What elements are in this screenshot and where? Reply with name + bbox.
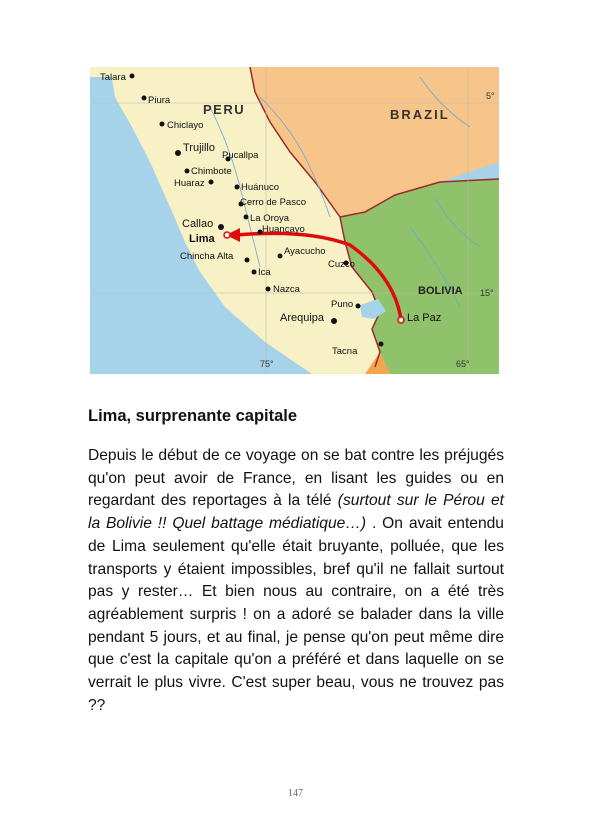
lon-label: 65° [456, 359, 470, 369]
city-label: Ayacucho [284, 246, 326, 257]
city-label: Cuzco [328, 259, 355, 270]
lat-label: 15° [480, 288, 494, 298]
city-label: Huaraz [174, 178, 205, 189]
city-label: Chincha Alta [180, 251, 234, 262]
city-label: Lima [189, 233, 215, 245]
lima-dot [224, 232, 230, 238]
paragraph-text-end: . On avait entendu de Lima seulement qu'elle était bruyante, polluée, que les transports y étaient impossibles, bref qu'il ne fallait surtout pas y rester… Et bien nous au contraire, on a été très agréablement surpris ! on a adoré se balader dans la ville pendant 5 jours, et au final, je pense qu'on peut même dire que c'est la capitale qu'on a préféré et dans laquelle on se verrait le plus vivre. C'est super beau, vous ne trouvez pas ?? [88, 515, 504, 714]
city-label: Pucallpa [222, 150, 259, 161]
city-label: La Oroya [250, 213, 290, 224]
paragraph-italic: (surtout sur le Pérou et la Bolivie !! Quel battage médiatique…) [88, 492, 504, 533]
city-label: Chimbote [191, 166, 232, 177]
brazil-label: BRAZIL [390, 107, 450, 122]
city-label: Talara [100, 72, 126, 83]
lon-label: 75° [260, 359, 274, 369]
la-paz-dot [398, 317, 404, 323]
city-label: Nazca [273, 284, 300, 295]
body-paragraph [88, 445, 504, 717]
city-label: Ica [258, 267, 271, 278]
bolivia-label: BOLIVIA [418, 285, 463, 297]
section-heading: Lima, surprenante capitale [88, 407, 298, 425]
lat-label: 5° [486, 91, 495, 101]
city-label: Callao [182, 218, 214, 230]
city-label: Chiclayo [167, 120, 204, 131]
city-label: Tacna [332, 346, 358, 357]
page-number: 147 [288, 788, 303, 799]
city-label: Piura [148, 95, 171, 106]
city-label: La Paz [407, 312, 442, 324]
city-label: Arequipa [280, 312, 325, 324]
city-label: Trujillo [183, 142, 215, 154]
city-label: Huancayo [262, 224, 305, 235]
city-label: Huánuco [241, 182, 280, 193]
paragraph-text: Depuis le début de ce voyage on se bat contre les préjugés qu'on peut avoir de France, en lisant les guides ou en regardant des reportages à la télé [88, 447, 504, 510]
route-map [90, 67, 499, 374]
map-canvas [90, 67, 499, 374]
city-label: Puno [331, 299, 354, 310]
peru-label: PERU [203, 102, 246, 117]
city-label: Cerro de Pasco [240, 197, 307, 208]
